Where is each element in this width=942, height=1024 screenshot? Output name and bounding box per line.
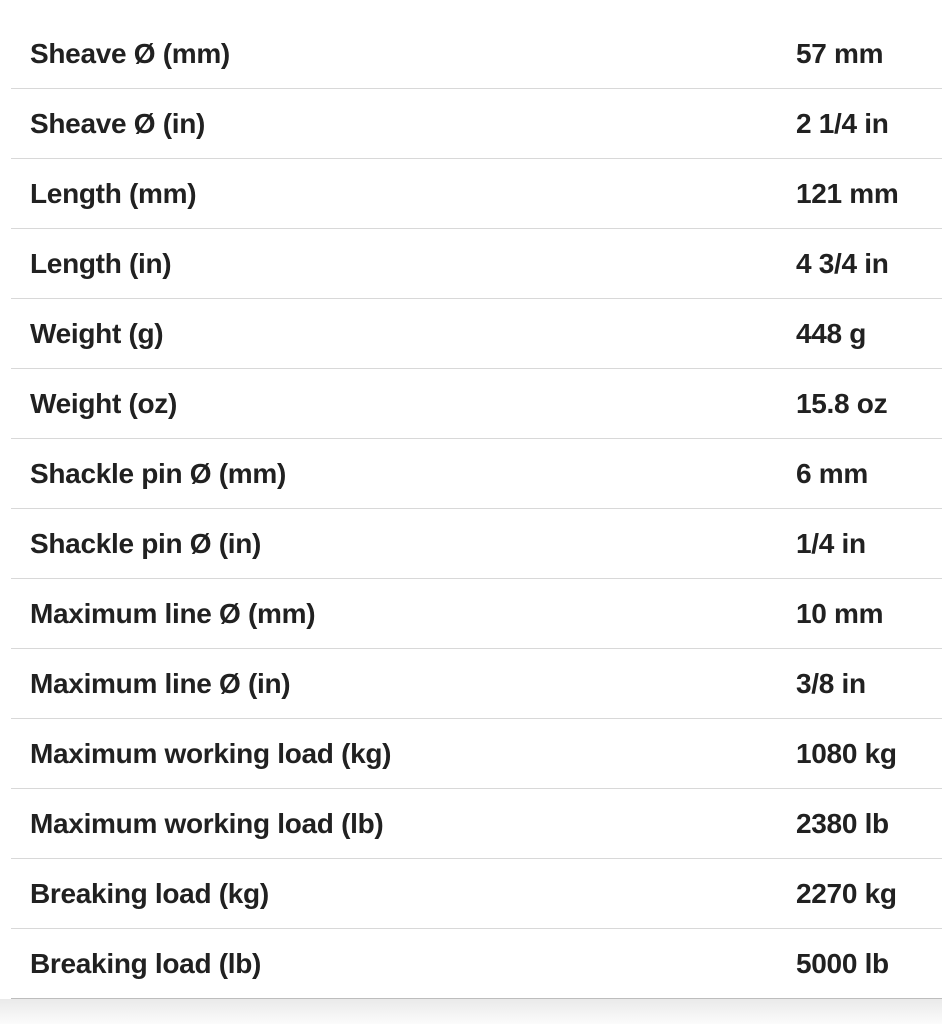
spec-label: Breaking load (kg) xyxy=(30,877,269,909)
spec-value: 2270 kg xyxy=(796,877,897,909)
table-row xyxy=(11,19,942,89)
table-row xyxy=(11,929,942,999)
table-row xyxy=(11,89,942,159)
spec-value: 1/4 in xyxy=(796,527,866,559)
spec-value: 57 mm xyxy=(796,37,884,69)
table-row xyxy=(11,299,942,369)
spec-label: Length (mm) xyxy=(30,177,197,209)
spec-label: Breaking load (lb) xyxy=(30,947,262,979)
spec-label: Maximum line Ø (in) xyxy=(30,667,291,699)
spec-label: Maximum working load (kg) xyxy=(30,737,392,769)
spec-label: Weight (oz) xyxy=(30,387,178,419)
spec-label: Sheave Ø (mm) xyxy=(30,37,230,69)
spec-label: Weight (g) xyxy=(30,317,164,349)
table-row xyxy=(11,719,942,789)
table-row xyxy=(11,579,942,649)
spec-value: 2380 lb xyxy=(796,807,889,839)
spec-table xyxy=(11,0,942,999)
table-row xyxy=(11,229,942,299)
spec-value: 448 g xyxy=(796,317,867,349)
spec-label: Shackle pin Ø (in) xyxy=(30,527,262,559)
spec-value: 121 mm xyxy=(796,177,899,209)
spec-value: 10 mm xyxy=(796,597,884,629)
table-row xyxy=(11,159,942,229)
spec-value: 1080 kg xyxy=(796,737,897,769)
spec-label: Maximum line Ø (mm) xyxy=(30,597,316,629)
spec-label: Maximum working load (lb) xyxy=(30,807,384,839)
spec-value: 6 mm xyxy=(796,457,868,489)
table-row xyxy=(11,509,942,579)
table-row xyxy=(11,789,942,859)
spec-label: Sheave Ø (in) xyxy=(30,107,206,139)
spec-value: 15.8 oz xyxy=(796,387,888,419)
spec-label: Shackle pin Ø (mm) xyxy=(30,457,286,489)
spec-label: Length (in) xyxy=(30,247,172,279)
table-row xyxy=(11,649,942,719)
table-row xyxy=(11,369,942,439)
spec-value: 2 1/4 in xyxy=(796,107,889,139)
spec-value: 5000 lb xyxy=(796,947,889,979)
spec-value: 3/8 in xyxy=(796,667,866,699)
page-background-band xyxy=(0,999,942,1024)
spec-value: 4 3/4 in xyxy=(796,247,889,279)
table-row xyxy=(11,439,942,509)
table-row xyxy=(11,859,942,929)
